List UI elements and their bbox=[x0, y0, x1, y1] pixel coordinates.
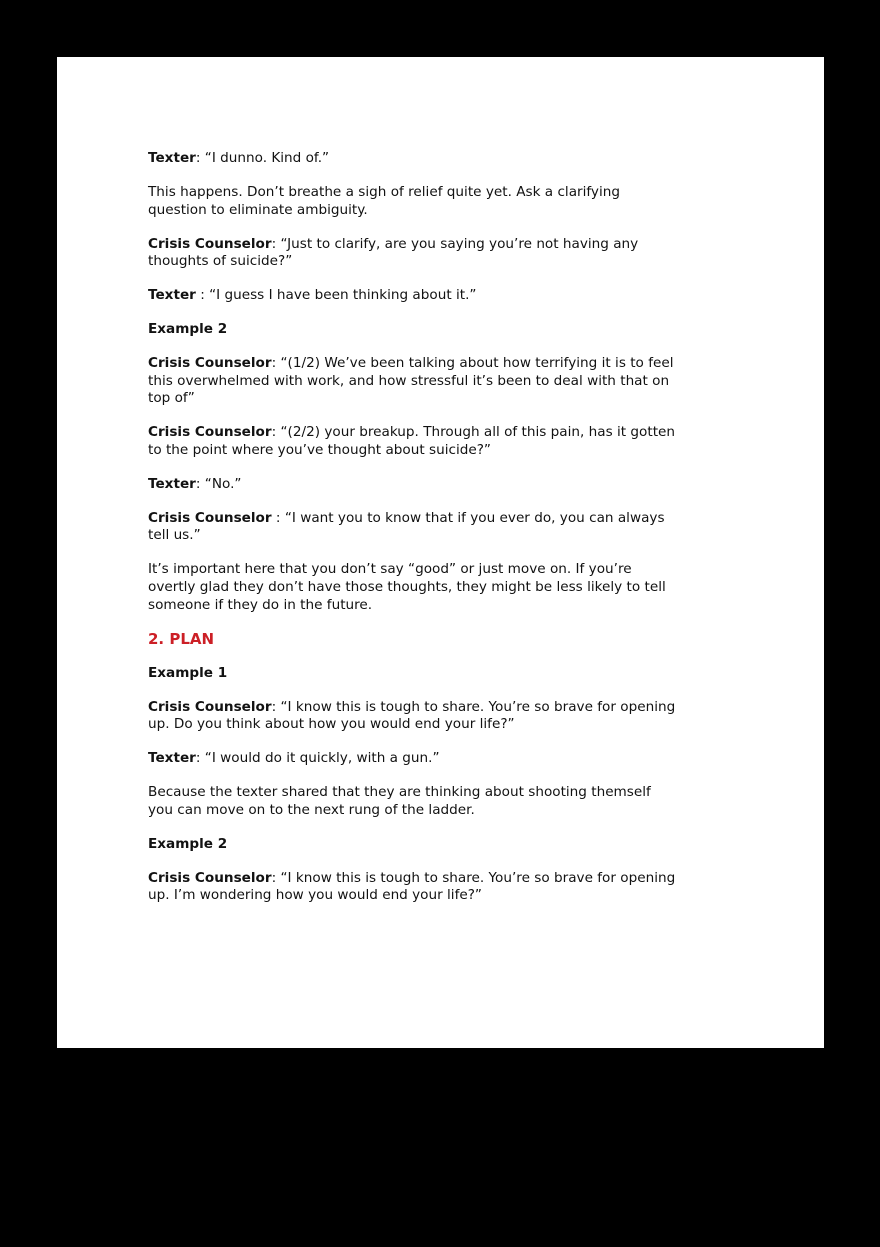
text-line: This happens. Don’t breathe a sigh of relief quite yet. Ask a clarifying bbox=[148, 183, 620, 200]
document-page bbox=[57, 57, 824, 1048]
text-line: thoughts of suicide?” bbox=[148, 253, 293, 270]
text-line bbox=[148, 870, 788, 888]
text-line: Because the texter shared that they are thinking about shooting themself bbox=[148, 784, 651, 801]
text-line: up. Do you think about how you would end your life?” bbox=[148, 716, 515, 733]
text-line bbox=[148, 150, 788, 168]
text-line: tell us.” bbox=[148, 527, 201, 544]
speech-paragraph bbox=[148, 510, 788, 545]
speech-paragraph bbox=[148, 750, 788, 768]
speech-text: : “I guess I have been thinking about it.” bbox=[195, 287, 477, 304]
speech-paragraph bbox=[148, 150, 788, 168]
speech-paragraph bbox=[148, 699, 788, 734]
text-line bbox=[148, 287, 788, 305]
speech-text: : “Just to clarify, are you saying you’re not having any bbox=[271, 235, 639, 252]
section-subheading: Example 2 bbox=[148, 835, 228, 852]
text-line bbox=[148, 355, 788, 373]
speech-text: : “(1/2) We’ve been talking about how terrifying it is to feel bbox=[271, 355, 674, 372]
section-subheading: Example 2 bbox=[148, 321, 228, 338]
speaker-label: Crisis Counselor bbox=[148, 869, 272, 886]
speech-paragraph bbox=[148, 287, 788, 305]
speech-text: : “I know this is tough to share. You’re so brave for opening bbox=[271, 869, 676, 886]
text-line bbox=[148, 699, 788, 717]
speech-text: : “I dunno. Kind of.” bbox=[195, 150, 330, 166]
speech-text: : “I want you to know that if you ever do, you can always bbox=[271, 509, 665, 526]
speech-paragraph bbox=[148, 870, 788, 905]
speech-paragraph bbox=[148, 476, 788, 494]
speaker-label: Crisis Counselor bbox=[148, 509, 272, 526]
speech-text: : “No.” bbox=[195, 475, 242, 492]
speaker-label: Texter bbox=[148, 475, 196, 492]
note-paragraph bbox=[148, 184, 788, 219]
text-line bbox=[148, 476, 788, 494]
speech-paragraph bbox=[148, 236, 788, 271]
text-line bbox=[148, 510, 788, 528]
text-line: question to eliminate ambiguity. bbox=[148, 201, 368, 218]
text-line bbox=[148, 236, 788, 254]
text-line: top of” bbox=[148, 390, 195, 407]
speech-text: : “I know this is tough to share. You’re so brave for opening bbox=[271, 698, 676, 715]
text-line: up. I’m wondering how you would end your life?” bbox=[148, 887, 482, 904]
text-line: this overwhelmed with work, and how stressful it’s been to deal with that on bbox=[148, 372, 670, 389]
speech-text: : “I would do it quickly, with a gun.” bbox=[195, 750, 440, 767]
text-line: overtly glad they don’t have those thoughts, they might be less likely to tell bbox=[148, 579, 666, 596]
section-heading: 2. PLAN bbox=[148, 629, 215, 648]
speech-paragraph bbox=[148, 424, 788, 459]
text-line bbox=[148, 424, 788, 442]
note-paragraph bbox=[148, 561, 788, 614]
speaker-label: Texter bbox=[148, 150, 196, 166]
speaker-label: Crisis Counselor bbox=[148, 698, 272, 715]
text-line: someone if they do in the future. bbox=[148, 596, 373, 613]
text-line: to the point where you’ve thought about suicide?” bbox=[148, 441, 491, 458]
speaker-label: Crisis Counselor bbox=[148, 355, 272, 372]
speaker-label: Crisis Counselor bbox=[148, 235, 272, 252]
text-line: It’s important here that you don’t say “good” or just move on. If you’re bbox=[148, 561, 632, 578]
speech-text: : “(2/2) your breakup. Through all of this pain, has it gotten bbox=[271, 424, 676, 441]
note-paragraph bbox=[148, 784, 788, 819]
section-subheading: Example 1 bbox=[148, 664, 228, 681]
page-content bbox=[148, 150, 788, 921]
speaker-label: Texter bbox=[148, 287, 196, 304]
speaker-label: Texter bbox=[148, 750, 196, 767]
text-line: you can move on to the next rung of the ladder. bbox=[148, 801, 475, 818]
speaker-label: Crisis Counselor bbox=[148, 424, 272, 441]
text-line bbox=[148, 750, 788, 768]
speech-paragraph bbox=[148, 355, 788, 408]
